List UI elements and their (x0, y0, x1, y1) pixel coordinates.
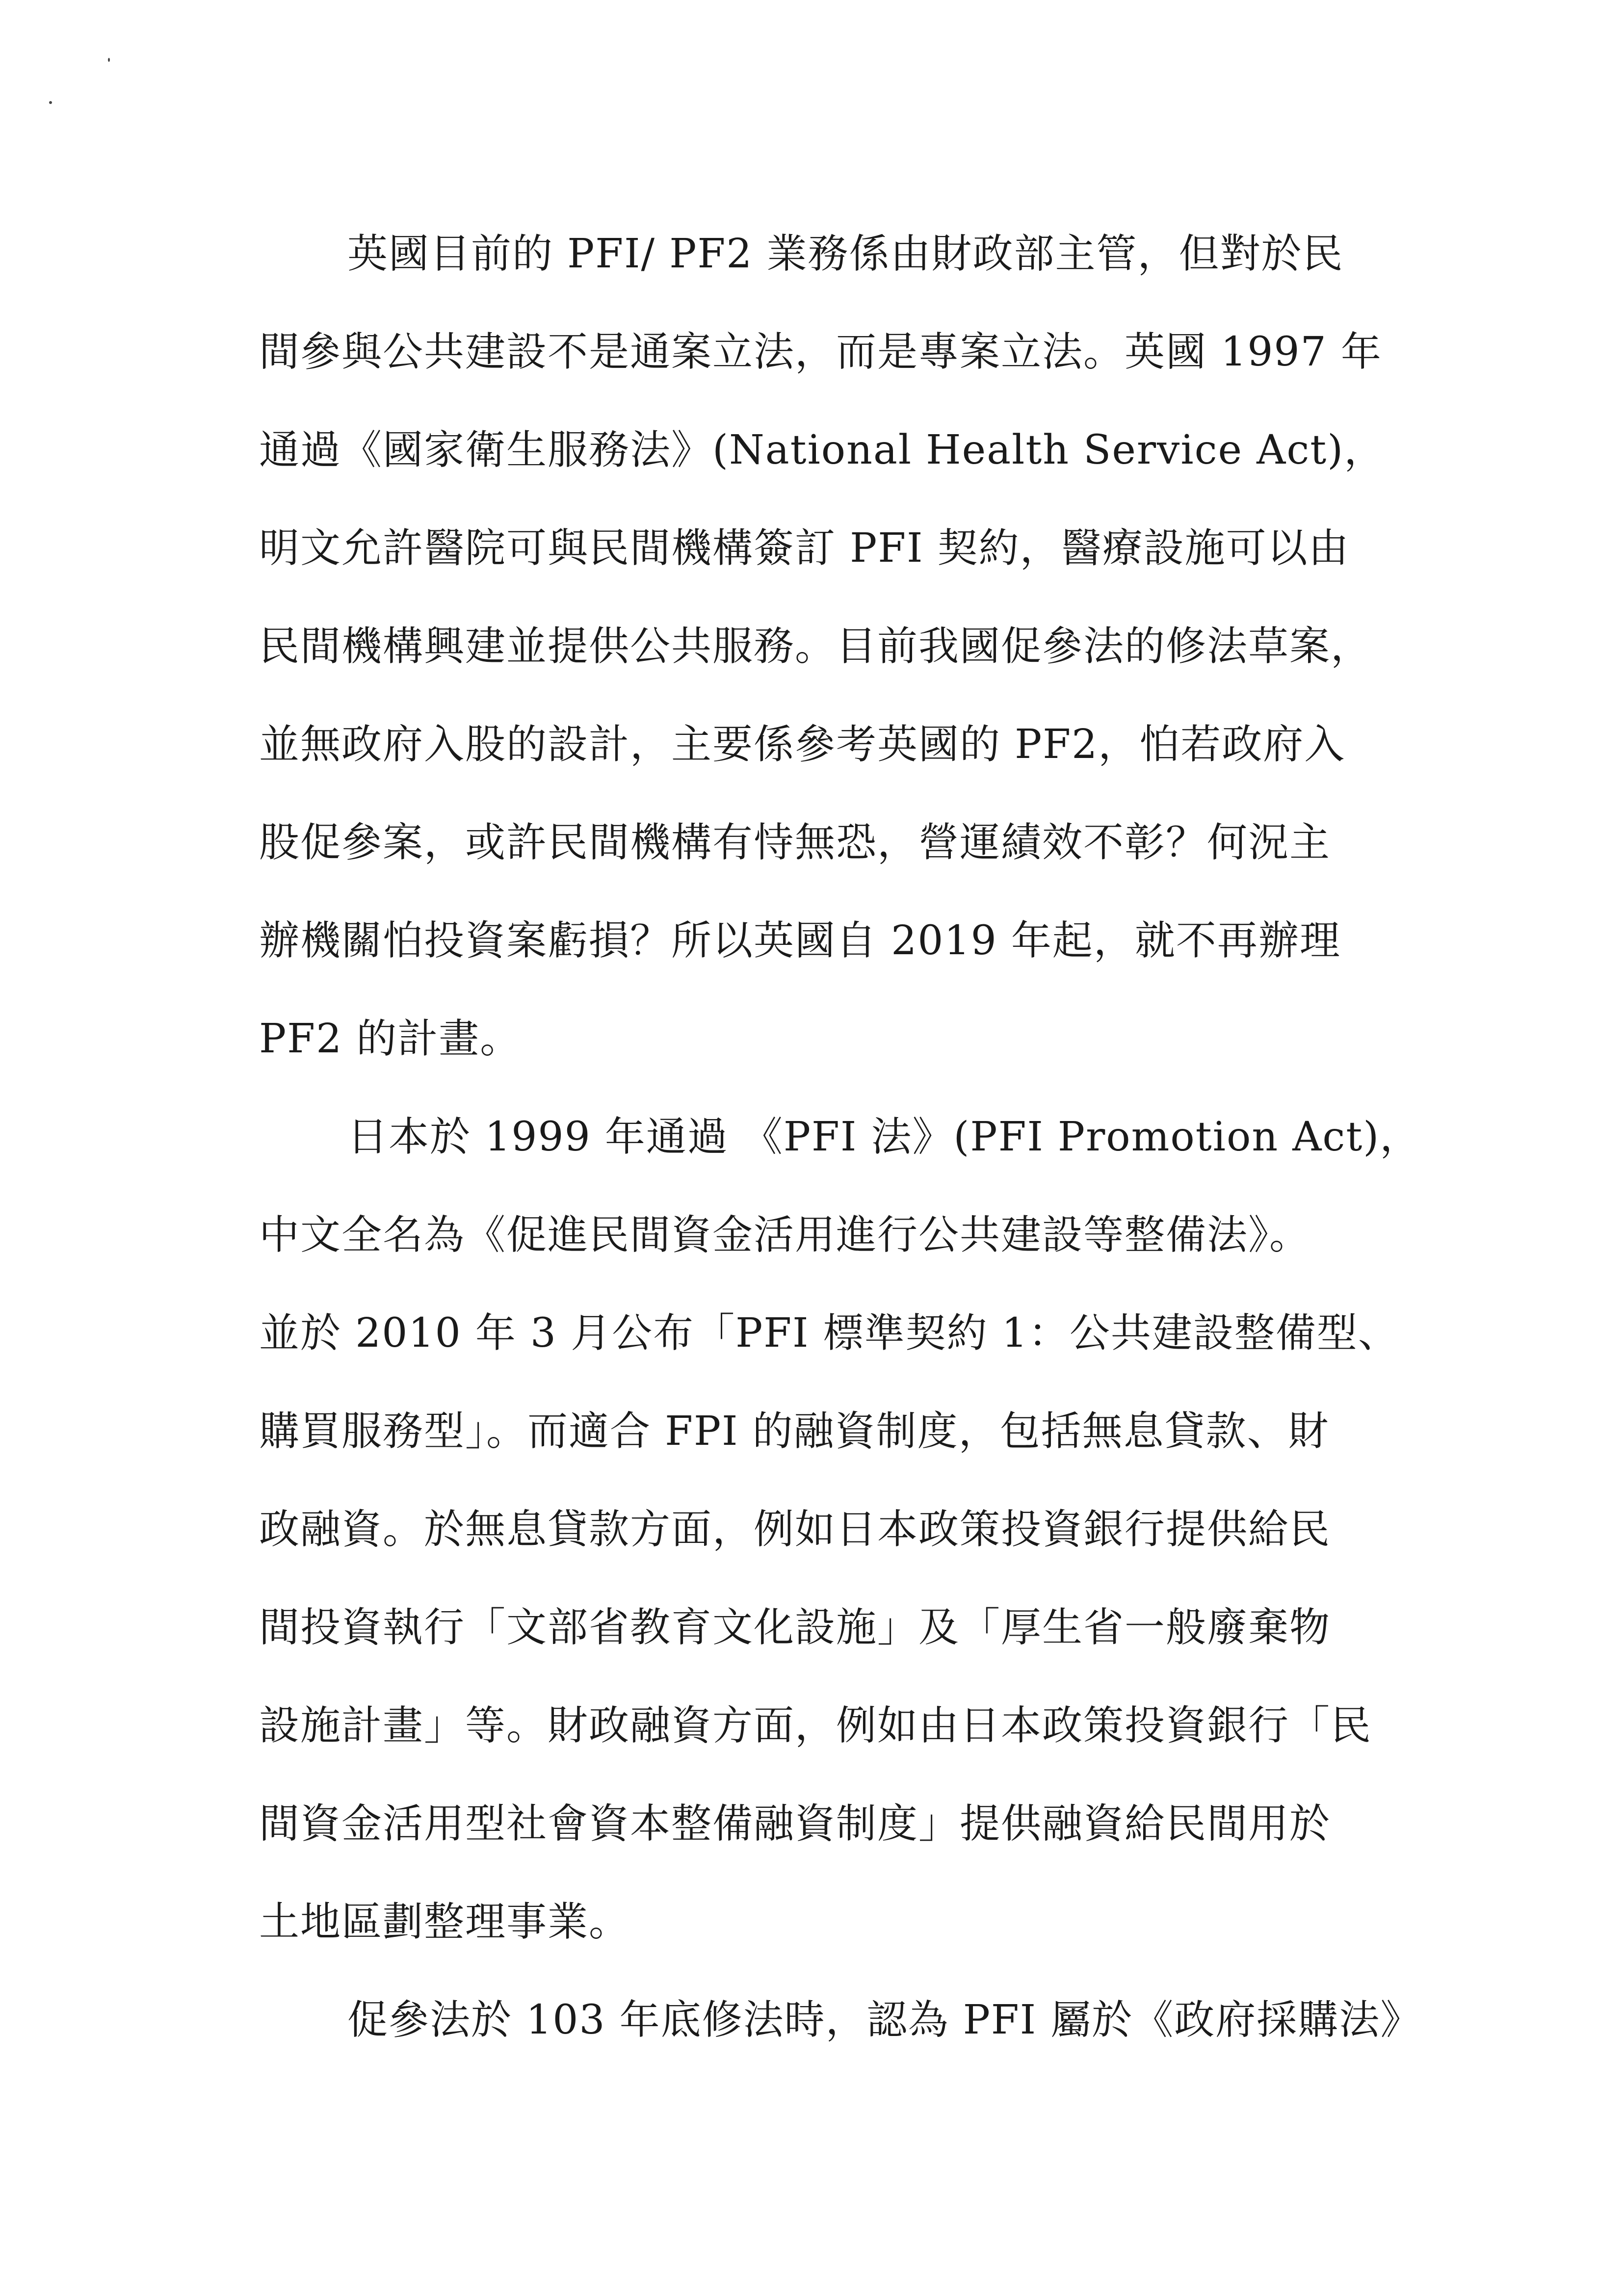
text-line: 並無政府入股的設計，主要係參考英國的 PF2，怕若政府入 (259, 721, 1346, 768)
text-line: 通過《國家衛生服務法》(National Health Service Act)， (259, 427, 1386, 473)
text-line: 設施計畫」等。財政融資方面，例如由日本政策投資銀行「民 (259, 1702, 1372, 1749)
text-line: 英國目前的 PFI/ PF2 業務係由財政部主管，但對於民 (347, 231, 1344, 277)
text-line: 辦機關怕投資案虧損？所以英國自 2019 年起，就不再辦理 (259, 917, 1341, 964)
text-line: 促參法於 103 年底修法時，認為 PFI 屬於《政府採購法》 (347, 1997, 1422, 2043)
text-line: 間參與公共建設不是通案立法，而是專案立法。英國 1997 年 (259, 329, 1382, 375)
text-line: 民間機構興建並提供公共服務。目前我國促參法的修法草案， (259, 623, 1372, 670)
scan-speck (49, 101, 52, 104)
text-line: 明文允許醫院可與民間機構簽訂 PFI 契約，醫療設施可以由 (259, 525, 1350, 572)
text-line: 間資金活用型社會資本整備融資制度」提供融資給民間用於 (259, 1800, 1331, 1847)
text-line: 政融資。於無息貸款方面，例如日本政策投資銀行提供給民 (259, 1506, 1331, 1553)
text-line: 土地區劃整理事業。 (259, 1899, 630, 1945)
text-line: 股促參案，或許民間機構有恃無恐，營運績效不彰？何況主 (259, 819, 1331, 866)
text-line: 中文全名為《促進民間資金活用進行公共建設等整備法》。 (259, 1212, 1311, 1258)
text-line: 並於 2010 年 3 月公布「PFI 標準契約 1：公共建設整備型、 (259, 1310, 1399, 1357)
scan-speck (108, 58, 110, 62)
text-line: 購買服務型」。而適合 FPI 的融資制度，包括無息貸款、財 (259, 1408, 1330, 1455)
text-line: PF2 的計畫。 (259, 1016, 522, 1062)
text-line: 間投資執行「文部省教育文化設施」及「厚生省一般廢棄物 (259, 1604, 1331, 1651)
text-line: 日本於 1999 年通過 《PFI 法》(PFI Promotion Act)， (347, 1114, 1421, 1160)
